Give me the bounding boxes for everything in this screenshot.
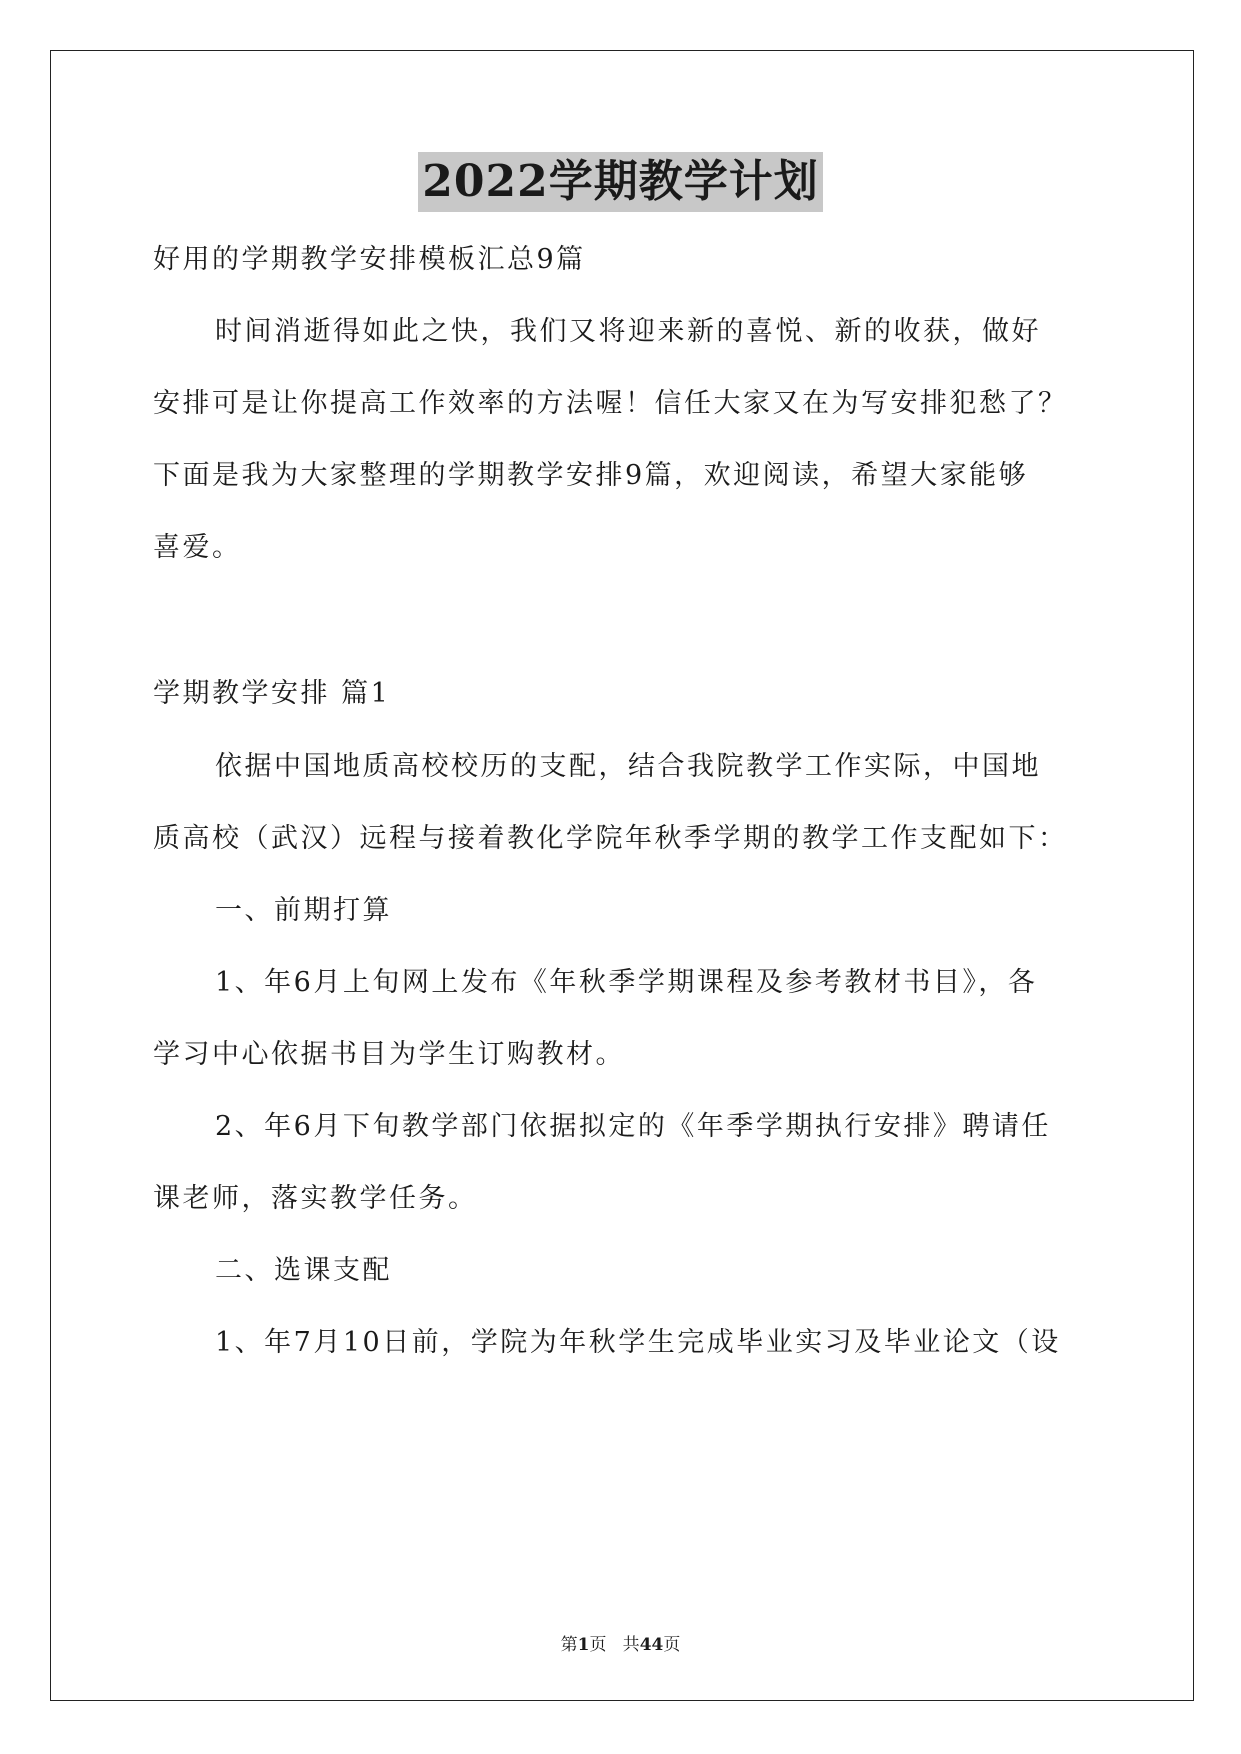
footer-suffix: 页 [663,1635,681,1655]
intro-line-4: 喜爱。 [153,532,242,563]
body-line-6: 2、年6月下旬教学部门依据拟定的《年季学期执行安排》聘请任 [215,1111,1051,1142]
footer-mid: 页 共 [589,1635,640,1655]
body-line-8: 二、选课支配 [215,1255,392,1286]
section-heading: 学期教学安排 篇1 [153,678,391,709]
footer-prefix: 第 [560,1635,578,1655]
body-line-7: 课老师，落实教学任务。 [153,1183,478,1214]
intro-line-2: 安排可是让你提高工作效率的方法喔！信任大家又在为写安排犯愁了？ [153,388,1068,419]
body-line-4: 1、年6月上旬网上发布《年秋季学期课程及参考教材书目》，各 [215,967,1038,998]
body-line-9: 1、年7月10日前，学院为年秋学生完成毕业实习及毕业论文（设 [215,1327,1061,1358]
document-subtitle: 好用的学期教学安排模板汇总9篇 [153,244,586,275]
footer-page-current: 1 [577,1635,590,1655]
page-border [50,50,1194,1701]
intro-line-1: 时间消逝得如此之快，我们又将迎来新的喜悦、新的收获，做好 [215,316,1041,347]
intro-line-3: 下面是我为大家整理的学期教学安排9篇，欢迎阅读，希望大家能够 [153,460,1029,491]
body-line-3: 一、前期打算 [215,895,392,926]
page-footer [0,1630,1241,1655]
body-line-5: 学习中心依据书目为学生订购教材。 [153,1039,625,1070]
title-container [0,152,1241,212]
footer-page-total: 44 [639,1635,664,1655]
document-title: 2022学期教学计划 [418,152,822,212]
body-line-1: 依据中国地质高校校历的支配，结合我院教学工作实际，中国地 [215,751,1041,782]
body-line-2: 质高校（武汉）远程与接着教化学院年秋季学期的教学工作支配如下： [153,823,1068,854]
